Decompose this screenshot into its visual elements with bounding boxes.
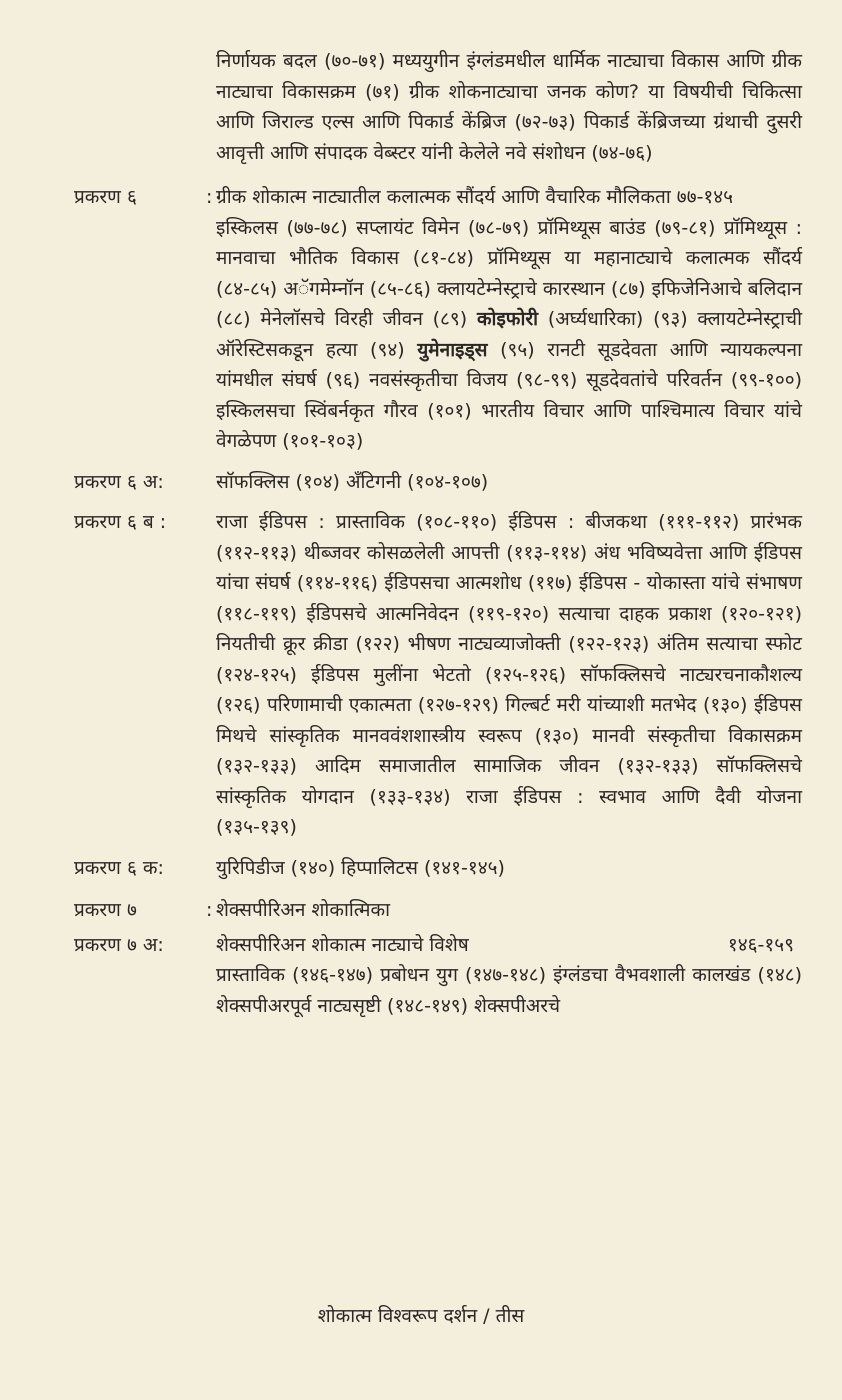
chapter-text-part: (९५) रानटी सूडदेवता आणि न्यायकल्पना यांमधील संघर्ष (९६) नवसंस्कृतीचा विजय (९८-९९) सूडदेवतांचे परिवर्तन (९९-१००) इस्किलसचा स्विंबर्नकृत गौरव (१०१) भारतीय विचार आणि पाश्चिमात्य विचार यांचे वेगळेपण (१०१-१०३) [216, 338, 802, 452]
chapter-text [216, 217, 802, 453]
bold-title-koiphori: कोइफोरी [476, 308, 539, 330]
chapter-label: प्रकरण ६ अ: [74, 470, 164, 493]
chapter-label: प्रकरण ६ [74, 186, 137, 208]
chapter-content [216, 467, 802, 498]
chapter-6b [0, 507, 842, 843]
chapter-content [216, 853, 802, 884]
chapter-6a [0, 467, 842, 498]
chapter-7 [0, 895, 842, 926]
chapter-label: प्रकरण ६ ब : [74, 511, 167, 533]
chapter-title: शेक्सपीरिअन शोकात्म नाट्याचे विशेष [216, 933, 469, 956]
chapter-text: राजा ईडिपस : प्रास्ताविक (१०८-११०) ईडिपस : बीजकथा (१११-११२) प्रारंभक (११२-११३) थीब्जवर कोसळलेली आपत्ती (११३-११४) अंध भविष्यवेत्ता आणि ईडिपस यांचा संघर्ष (११४-११६) ईडिपसचा आत्मशोध (११७) ईडिपस - योकास्ता यांचे संभाषण (११८-११९) ईडिपसचे आत्मनिवेदन (११९-१२०) सत्याचा दाहक प्रकाश (१२०-१२१) नियतीची क्रूर क्रीडा (१२२) भीषण नाट्यव्याजोक्ती (१२२-१२३) अंतिम सत्याचा स्फोट (१२४-१२५) ईडिपस मुलींना भेटतो (१२५-१२६) सॉफक्लिसचे नाट्यरचनाकौशल्य (१२६) परिणामाची एकात्मता (१२७-१२९) गिल्बर्ट मरी यांच्याशी मतभेद (१३०) ईडिपस मिथचे सांस्कृतिक मानववंशशास्त्रीय स्वरूप (१३०) मानवी संस्कृतीचा विकासक्रम (१३२-१३३) आदिम समाजातील सामाजिक जीवन (१३२-१३३) सॉफक्लिसचे सांस्कृतिक योगदान (१३३-१३४) राजा ईडिपस : स्वभाव आणि दैवी योजना (१३५-१३९) [216, 511, 802, 838]
chapter-content [216, 930, 802, 1022]
chapter-page-range: १४६-१५९ [727, 933, 794, 956]
page-footer: शोकात्म विश्वरूप दर्शन / तीस [317, 1305, 525, 1327]
chapter-text-part: (अर्घ्यधारिका) (९३) क्लायटेम्नेस्ट्राची ऑरेस्टिसकडून हत्या (९४) [216, 308, 802, 361]
bold-title-eumenides: युमेनाइड्स [417, 338, 488, 361]
continued-paragraph: निर्णायक बदल (७०-७१) मध्ययुगीन इंग्लंडमधील धार्मिक नाट्याचा विकास आणि ग्रीक नाट्याचा विकासक्रम (७१) ग्रीक शोकनाट्याचा जनक कोण? या विषयीची चिकित्सा आणि जिराल्ड एल्स आणि पिकार्ड केंब्रिज (७२-७३) पिकार्ड केंब्रिजच्या ग्रंथाची दुसरी आवृत्ती आणि संपादक वेब्स्टर यांनी केलेले नवे संशोधन (७४-७६) [216, 50, 802, 164]
chapter-label: प्रकरण ६ क: [74, 856, 164, 879]
chapter-colon: : [206, 899, 213, 921]
chapter-title: ग्रीक शोकात्म नाट्यातील कलात्मक सौंदर्य आणि वैचारिक मौलिकता ७७-१४५ [216, 186, 734, 208]
chapter-content [216, 895, 802, 926]
chapter-6c [0, 853, 842, 884]
chapter-title: शेक्सपीरिअन शोकात्मिका [216, 899, 391, 921]
chapter-6 [0, 182, 842, 457]
chapter-label: प्रकरण ७ अ: [74, 933, 164, 956]
chapter-colon: : [206, 186, 213, 208]
chapter-text-part: इस्किलस (७७-७८) सप्लायंट विमेन (७८-७९) प्रॉमिथ्यूस बाउंड (७९-८१) प्रॉमिथ्यूस : मानवाचा भौतिक विकास (८१-८४) प्रॉमिथ्यूस या महानाट्याचे कलात्मक सौंदर्य (८४-८५) अॅगमेम्नॉन (८५-८६) क्लायटेम्नेस्ट्राचे कारस्थान (८७) इफिजेनिआचे बलिदान (८८) मेनेलॉसचे विरही जीवन (८९) [216, 216, 802, 330]
chapter-7a [0, 930, 842, 1022]
chapter-title: युरिपिडीज (१४०) हिप्पालिटस (१४१-१४५) [216, 856, 505, 879]
chapter-title-row [216, 930, 802, 961]
chapter-label: प्रकरण ७ [74, 899, 137, 921]
chapter-content [216, 182, 802, 457]
chapter-text: प्रास्ताविक (१४६-१४७) प्रबोधन युग (१४७-१४८) इंग्लंडचा वैभवशाली कालखंड (१४८) शेक्सपीअरपूर्व नाट्यसृष्टी (१४८-१४९) शेक्सपीअरचे [216, 964, 802, 1017]
chapter-title: सॉफक्लिस (१०४) अँटिगनी (१०४-१०७) [216, 470, 489, 493]
